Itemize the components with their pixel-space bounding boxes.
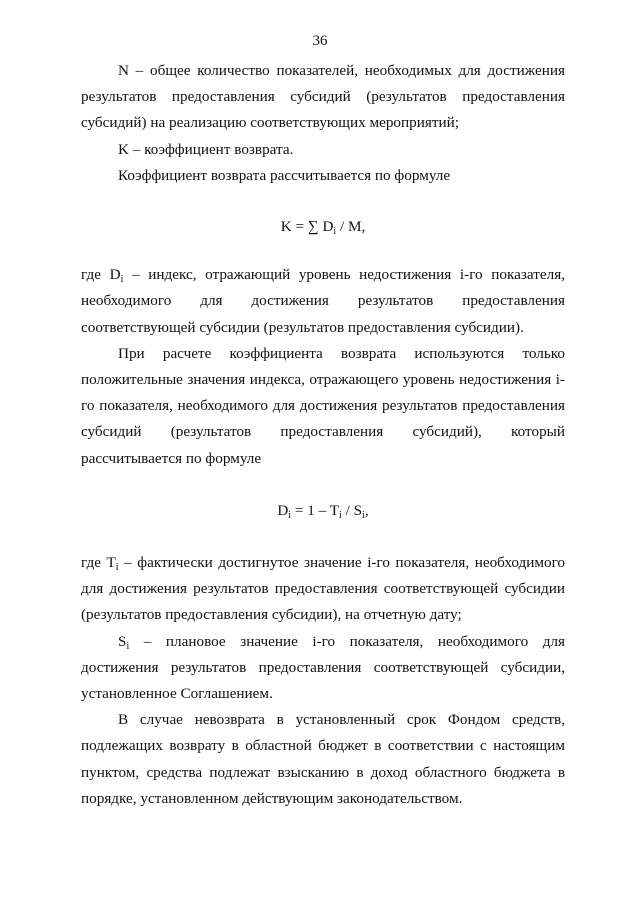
paragraph-di-rest: – индекс, отражающий уровень недостижения i-го показателя, необходимого для достижения результатов предоставления соответствующей субсидии (результатов предоставления субсидии). [81, 266, 565, 336]
formula-di-slash: / S [341, 501, 363, 519]
formula-k-rhs: / M, [336, 218, 366, 236]
formula-di-s-sub: i [362, 509, 365, 521]
paragraph-si-start: S [118, 632, 127, 650]
paragraph-ti-start: где T [81, 554, 116, 572]
paragraph-ti-sub: i [115, 562, 119, 574]
formula-di-mid: = 1 – T [291, 501, 340, 519]
paragraph-refund: В случае невозврата в установленный срок Фондом средств, подлежащих возврату в областной бюджет в соответствии с настоящим пунктом, средства подлежат взысканию в доход областного бюджета в порядке, установленном действующим законодательством. [81, 711, 565, 807]
formula-k [81, 214, 565, 240]
formula-di [81, 498, 565, 524]
paragraph-si-sub: i [126, 640, 130, 652]
formula-di-t-sub: i [339, 509, 342, 521]
paragraph-k-definition: K – коэффициент возврата. [118, 140, 294, 158]
document-body [81, 58, 565, 812]
formula-di-end: , [364, 501, 369, 519]
formula-di-d: D [277, 501, 289, 519]
paragraph-ti-rest: – фактически достигнутое значение i-го показателя, необходимого для достижения результатов предоставления соответствующей субсидии (результатов предоставления субсидии), на отчетную дату; [81, 554, 566, 624]
formula-k-lhs: K = ∑ D [280, 218, 334, 236]
paragraph-si-definition [81, 629, 565, 708]
paragraph-di-sub: i [120, 274, 124, 286]
paragraph-di-start: где D [81, 266, 121, 284]
paragraph-si-rest: – плановое значение i-го показателя, необходимого для достижения результатов предоставления соответствующей субсидии, установленное Соглашением. [81, 632, 565, 703]
paragraph-formula-intro: Коэффициент возврата рассчитывается по формуле [118, 166, 451, 184]
formula-k-sub: i [333, 226, 337, 238]
paragraph-ti-definition [81, 550, 565, 629]
paragraph-di-definition [81, 262, 565, 341]
paragraph-calculation: При расчете коэффициента возврата используются только положительные значения индекса, отражающего уровень недостижения i-го показателя, необходимого для достижения результатов предоставления субсидий (результатов предоставления субсидий), который рассчитывается по формуле [81, 344, 565, 467]
page-number: 36 [312, 33, 328, 49]
formula-di-d-sub: i [288, 509, 292, 521]
paragraph-n-definition: N – общее количество показателей, необходимых для достижения результатов предоставления субсидий (результатов предоставления субсидий) на реализацию соответствующих мероприятий; [81, 62, 565, 132]
